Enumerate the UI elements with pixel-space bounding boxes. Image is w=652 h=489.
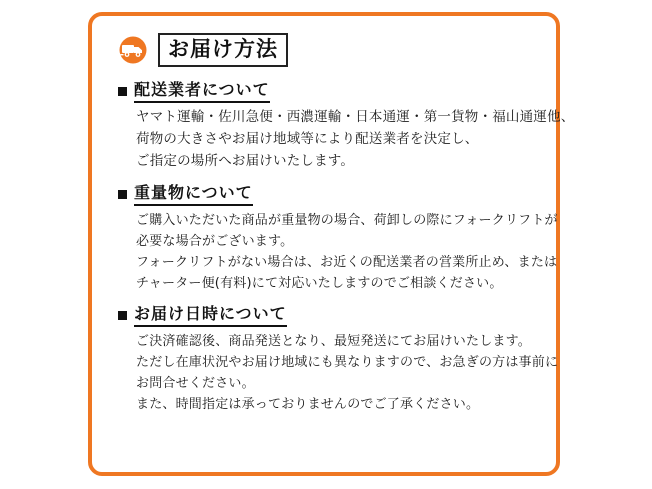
page-title: お届け方法 [158, 33, 288, 67]
section-heading-row [118, 80, 540, 103]
section-body [136, 331, 559, 415]
body-line: ヤマト運輸・佐川急便・西濃運輸・日本通運・第一貨物・福山通運他、 [136, 109, 575, 125]
delivery-info-card [88, 12, 575, 476]
section-heavy-items [110, 182, 558, 294]
section-heading: 重量物について [134, 183, 253, 206]
card-inner [110, 30, 575, 462]
body-line: また、時間指定は承っておりませんのでご了承ください。 [136, 396, 480, 412]
body-line: チャーター便(有料)にて対応いたしますのでご相談ください。 [136, 275, 503, 291]
section-heading: お届け日時について [134, 304, 287, 327]
body-line: 荷物の大きさやお届け地域等により配送業者を決定し、 [136, 130, 479, 147]
section-heading-row [118, 183, 540, 206]
body-line: ご購入いただいた商品が重量物の場合、荷卸しの際にフォークリフトが [136, 212, 558, 228]
section-heading: 配送業者について [134, 80, 270, 103]
card-title-row [110, 30, 540, 70]
bullet-square-icon [118, 311, 127, 320]
body-line: フォークリフトがない場合は、お近くの配送業者の営業所止め、または [136, 254, 558, 270]
section-delivery-date [110, 303, 559, 415]
section-body [136, 107, 575, 173]
bullet-square-icon [118, 87, 127, 96]
delivery-truck-icon [116, 36, 150, 64]
body-line: お問合せください。 [136, 375, 255, 391]
section-body [136, 210, 558, 294]
body-line: ご指定の場所へお届けいたします。 [136, 152, 355, 169]
body-line: ただし在庫状況やお届け地域にも異なりますので、お急ぎの方は事前に [136, 354, 559, 370]
bullet-square-icon [118, 190, 127, 199]
section-carriers [110, 80, 575, 173]
body-line: 必要な場合がございます。 [136, 233, 294, 249]
section-heading-row [118, 304, 540, 327]
body-line: ご決済確認後、商品発送となり、最短発送にてお届けいたします。 [136, 333, 531, 349]
